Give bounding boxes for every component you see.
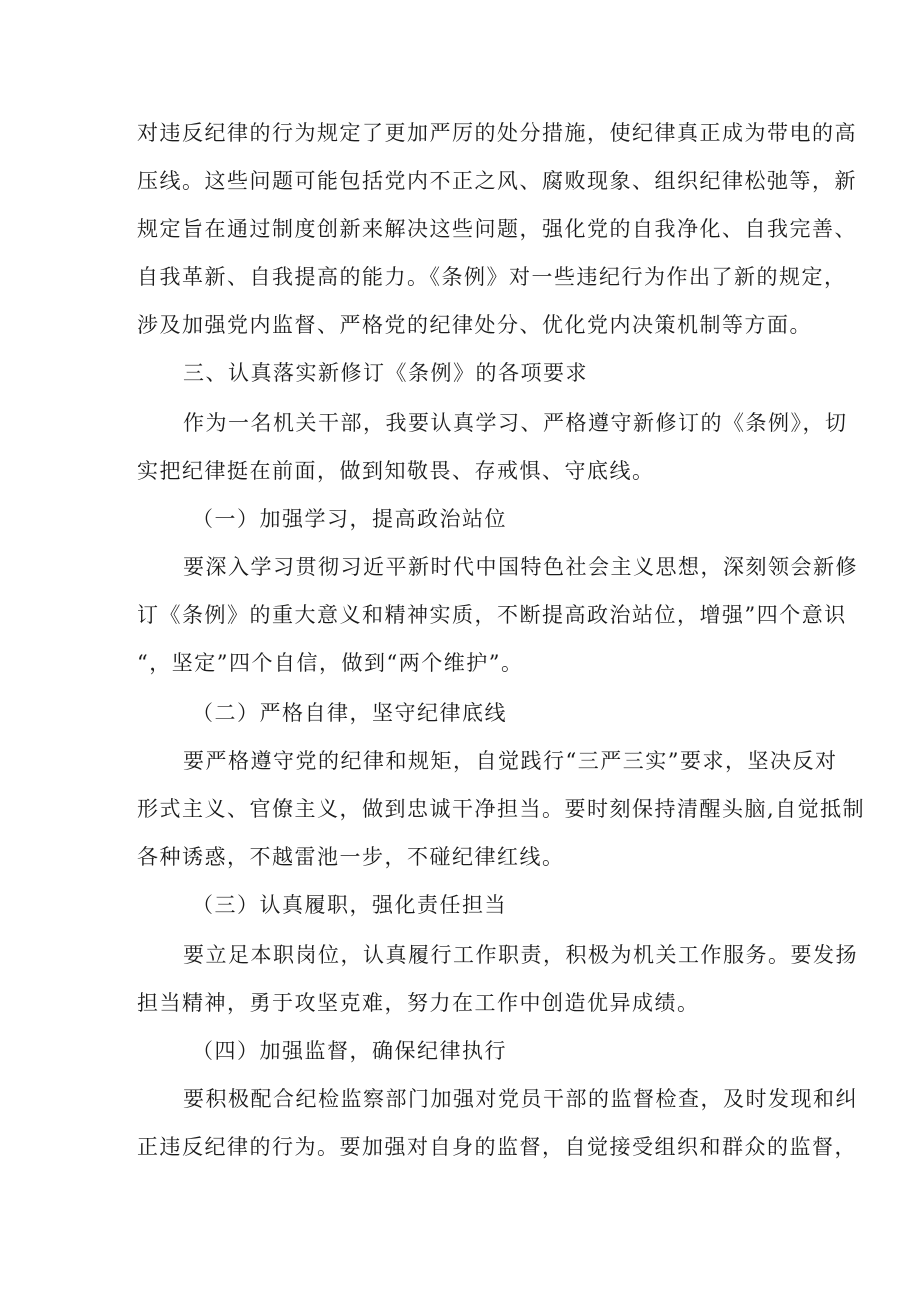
subsection-heading: （三）认真履职，强化责任担当 bbox=[192, 893, 507, 917]
paragraph-line: 规定旨在通过制度创新来解决这些问题，强化党的自我净化、自我完善、 bbox=[137, 217, 857, 241]
paragraph-line: 担当精神，勇于攻坚克难，努力在工作中创造优异成绩。 bbox=[137, 991, 700, 1015]
paragraph-line: 形式主义、官僚主义，做到忠诚干净担当。要时刻保持清醒头脑,自觉抵制 bbox=[137, 797, 866, 821]
paragraph-line: 对违反纪律的行为规定了更加严厉的处分措施，使纪律真正成为带电的高 bbox=[137, 121, 857, 145]
paragraph-line: 正违反纪律的行为。要加强对自身的监督，自觉接受组织和群众的监督， bbox=[137, 1135, 857, 1159]
paragraph-line: 压线。这些问题可能包括党内不正之风、腐败现象、组织纪律松弛等，新 bbox=[137, 169, 857, 193]
paragraph-line: 要严格遵守党的纪律和规矩，自觉践行“三严三实”要求，坚决反对 bbox=[183, 749, 838, 773]
paragraph-line: 各种诱惑，不越雷池一步，不碰纪律红线。 bbox=[137, 845, 565, 869]
paragraph-line: 要积极配合纪检监察部门加强对党员干部的监督检查，及时发现和纠 bbox=[183, 1087, 858, 1111]
section-heading: 三、认真落实新修订《条例》的各项要求 bbox=[183, 361, 588, 385]
paragraph-line: 要深入学习贯彻习近平新时代中国特色社会主义思想，深刻领会新修 bbox=[183, 555, 858, 579]
paragraph-line: 要立足本职岗位，认真履行工作职责，积极为机关工作服务。要发扬 bbox=[183, 943, 858, 967]
subsection-heading: （四）加强监督，确保纪律执行 bbox=[192, 1039, 507, 1063]
paragraph-line: “，坚定”四个自信，做到“两个维护”。 bbox=[137, 651, 524, 675]
paragraph-line: 自我革新、自我提高的能力。《条例》对一些违纪行为作出了新的规定， bbox=[137, 265, 847, 289]
paragraph-line: 作为一名机关干部，我要认真学习、严格遵守新修订的《条例》，切 bbox=[183, 411, 848, 435]
subsection-heading: （一）加强学习，提高政治站位 bbox=[192, 507, 507, 531]
paragraph-line: 订《条例》的重大意义和精神实质，不断提高政治站位，增强”四个意识 bbox=[137, 603, 847, 627]
subsection-heading: （二）严格自律，坚守纪律底线 bbox=[192, 701, 507, 725]
paragraph-line: 实把纪律挺在前面，做到知敬畏、存戒惧、守底线。 bbox=[137, 459, 655, 483]
paragraph-line: 涉及加强党内监督、严格党的纪律处分、优化党内决策机制等方面。 bbox=[137, 313, 812, 337]
